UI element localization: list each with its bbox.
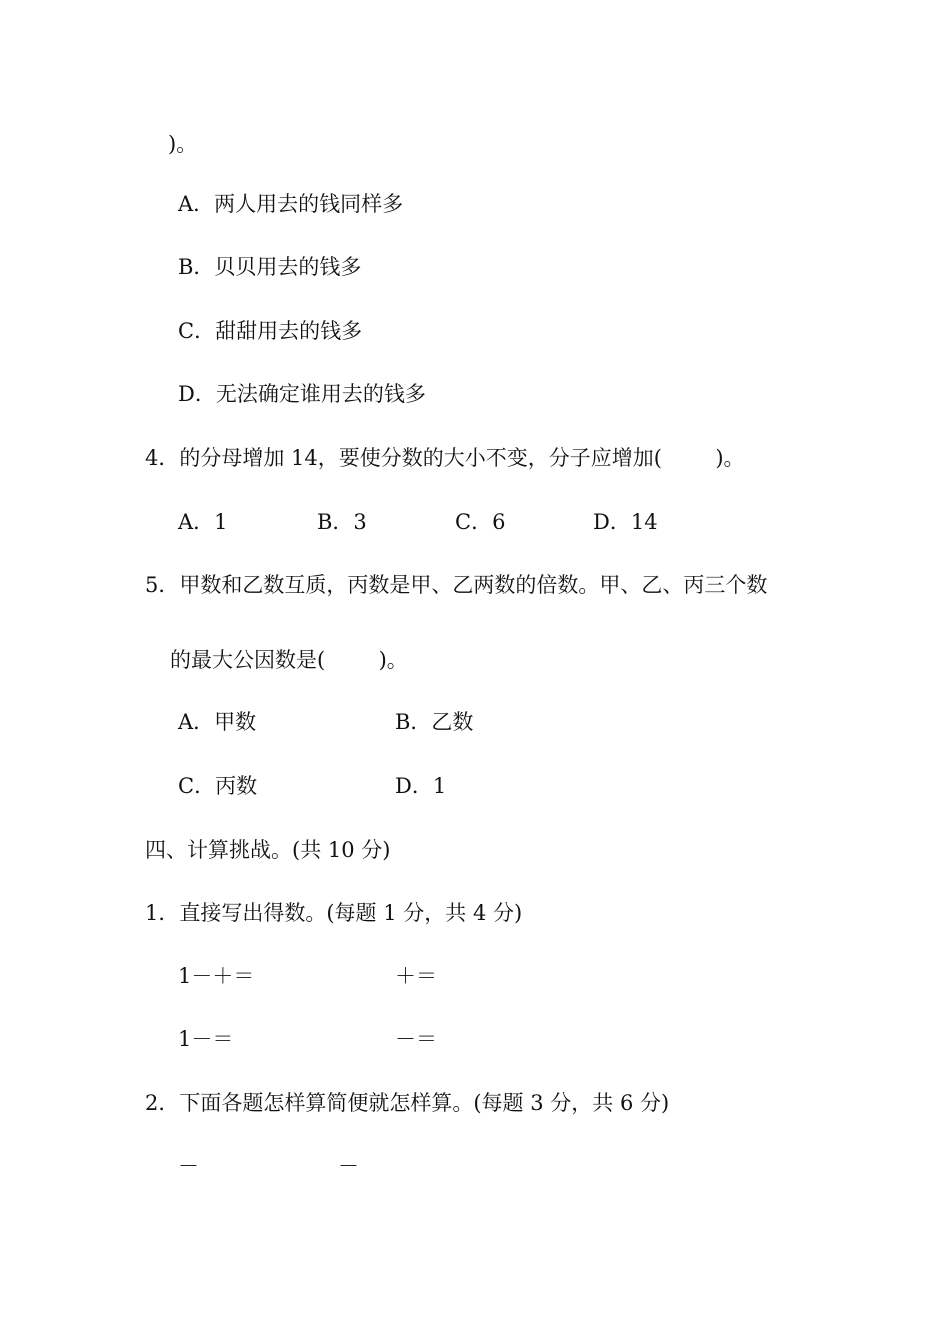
problem1-item-2: ＋＝ [395, 964, 437, 988]
q3-option-d: D．无法确定谁用去的钱多 [178, 382, 426, 406]
q5-stem-line2: 的最大公因数是( )。 [170, 648, 408, 672]
q4-stem: 4．的分母增加 14，要使分数的大小不变，分子应增加( )。 [145, 446, 745, 470]
q4-option-a: A．1 [178, 510, 228, 534]
q3-option-a: A．两人用去的钱同样多 [178, 192, 404, 216]
q4-option-d: D．14 [593, 510, 658, 534]
q5-option-a: A．甲数 [178, 710, 257, 734]
section-heading: 四、计算挑战。(共 10 分) [145, 838, 391, 862]
q5-option-b: B．乙数 [395, 710, 474, 734]
problem1-item-3: 1－＝ [178, 1027, 234, 1051]
q5-stem-line1: 5．甲数和乙数互质，丙数是甲、乙两数的倍数。甲、乙、丙三个数 [145, 573, 768, 597]
problem1-title: 1．直接写出得数。(每题 1 分，共 4 分) [145, 901, 523, 925]
problem1-item-4: －＝ [395, 1027, 437, 1051]
problem2-item-2: － [338, 1154, 359, 1178]
q3-option-b: B．贝贝用去的钱多 [178, 255, 362, 279]
problem2-title: 2．下面各题怎样算简便就怎样算。(每题 3 分，共 6 分) [145, 1091, 670, 1115]
q3-option-c: C．甜甜用去的钱多 [178, 319, 363, 343]
q5-option-d: D．1 [395, 774, 447, 798]
q4-option-b: B．3 [317, 510, 367, 534]
problem1-item-1: 1－＋＝ [178, 964, 255, 988]
q5-option-c: C．丙数 [178, 774, 258, 798]
q3-tail: )。 [168, 132, 198, 156]
q4-option-c: C．6 [455, 510, 506, 534]
problem2-item-1: － [178, 1154, 199, 1178]
